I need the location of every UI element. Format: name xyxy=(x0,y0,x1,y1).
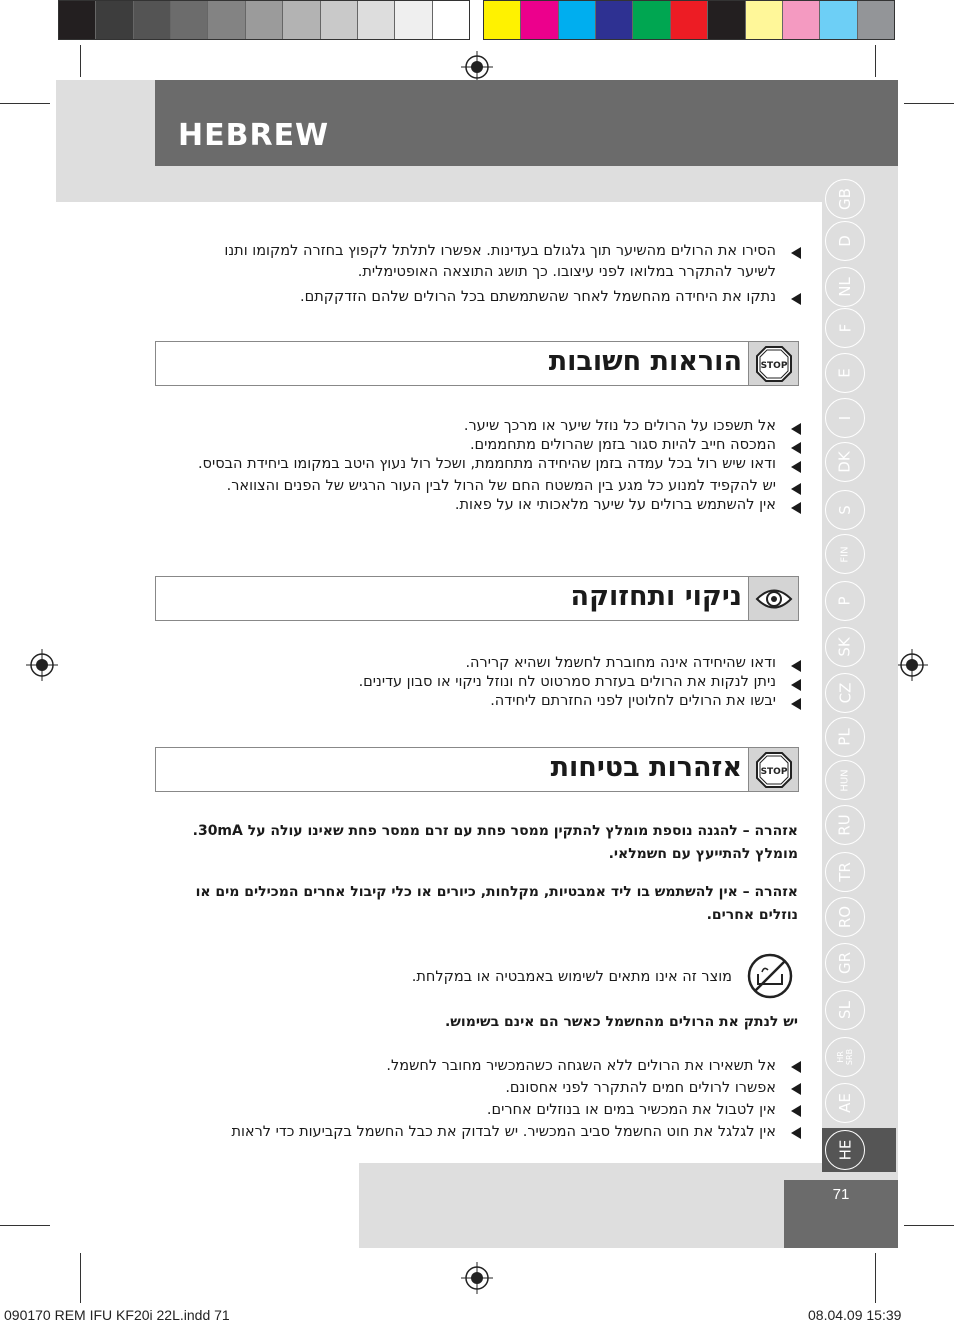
list-item: נתקו את היחידה מהחשמל לאחר שהשתמשתם בכל הרולים שלהם הזדקקתם. xyxy=(184,287,804,308)
crop-mark xyxy=(904,1225,954,1226)
language-tab-ae[interactable]: AE xyxy=(825,1083,865,1123)
stop-icon xyxy=(748,748,798,791)
color-swatch xyxy=(521,1,558,39)
language-tab-active[interactable]: HE xyxy=(822,1128,896,1172)
color-swatch xyxy=(59,1,96,39)
list-item: יבשו את הרולים לחלוטין לפני החזרתם ליחידה. xyxy=(184,692,804,711)
color-swatch xyxy=(484,1,521,39)
list-item: הסירו את הרולים מהשיער תוך גלגולם בעדינות. אפשרו לתלתל לקפוץ בחזרה למקומו ותנו לשיער להתקרר במלואו לפני עיצובו. כך תושג התוצאה האופטימלית. xyxy=(184,241,804,283)
crop-mark xyxy=(875,1253,876,1303)
color-swatch xyxy=(858,1,894,39)
list-item: ודאו שהיחידה אינה מחוברת לחשמל ושהיא קרירה. xyxy=(184,654,804,673)
language-tab-nl[interactable]: NL xyxy=(825,267,865,307)
warning-rcd: אזהרה – להגנה נוספת מומלץ להתקין ממסר פחת עם זרם ממסר פחת שאינו עולה על 30mA. מומלץ להתייעץ עם חשמלאי. xyxy=(192,823,798,862)
registration-mark-right xyxy=(896,649,928,681)
language-tab-ro[interactable]: RO xyxy=(825,897,865,937)
language-tab-gr[interactable]: GR xyxy=(825,943,865,983)
footer-file-info: 090170 REM IFU KF20i 22L.indd 71 xyxy=(4,1307,230,1323)
stop-icon xyxy=(748,342,798,385)
cleaning-list xyxy=(184,654,804,711)
registration-mark-left xyxy=(26,649,58,681)
color-swatch xyxy=(283,1,320,39)
language-tab-i[interactable]: I xyxy=(825,398,865,438)
crop-mark xyxy=(80,45,81,77)
color-swatch xyxy=(633,1,670,39)
page-number: 71 xyxy=(832,1186,850,1203)
language-tab-fin[interactable]: FIN xyxy=(825,534,865,574)
language-tab-pl[interactable]: PL xyxy=(825,717,865,757)
registration-mark-bottom xyxy=(461,1262,493,1294)
color-swatch xyxy=(358,1,395,39)
list-item: המכסה חייב להיות סגור בזמן שהרולים מתחממים. xyxy=(184,436,804,455)
color-swatch xyxy=(596,1,633,39)
language-tab-tr[interactable]: TR xyxy=(825,852,865,892)
list-item: אל תשפכו על הרולים כל נוזל שיער או מרכך שיער. xyxy=(184,417,804,436)
grayscale-color-bar xyxy=(58,0,470,40)
color-swatch xyxy=(671,1,708,39)
list-item: יש להקפיד למנוע כל מגע בין המשטח החם של הרול לבין העור הרגיש של הפנים והצוואר. xyxy=(184,477,804,496)
language-tab-sk[interactable]: SK xyxy=(825,627,865,667)
list-item: ניתן לנקות את הרולים בעזרת סמרטוט לח ונוזל ניקוי או סבון עדינים. xyxy=(184,673,804,692)
page-title: HEBREW xyxy=(178,118,330,153)
language-tab-p[interactable]: P xyxy=(825,581,865,621)
intro-list xyxy=(184,241,804,308)
color-swatch xyxy=(559,1,596,39)
crop-mark xyxy=(875,45,876,77)
crop-mark xyxy=(80,1253,81,1303)
color-swatch xyxy=(246,1,283,39)
language-tab-hr-srb[interactable]: HR SRB xyxy=(825,1037,865,1077)
section-title: אזהרות בטיחות xyxy=(550,752,742,783)
bathtub-note: מוצר זה אינו מתאים לשימוש באמבטיה או במקלחת. xyxy=(411,969,732,985)
section-important xyxy=(155,341,799,386)
language-tab-hun[interactable]: HUN xyxy=(825,760,865,800)
language-tab-f[interactable]: F xyxy=(825,308,865,348)
color-swatch xyxy=(746,1,783,39)
safety-list xyxy=(184,1055,804,1143)
color-swatch xyxy=(708,1,745,39)
section-safety xyxy=(155,747,799,792)
list-item: אין לגלגל את חוט החשמל סביב המכשיר. יש לבדוק את כבל החשמל בקביעות כדי לראות xyxy=(184,1121,804,1143)
language-tab-ru[interactable]: RU xyxy=(825,805,865,845)
language-tab-sl[interactable]: SL xyxy=(825,990,865,1030)
color-swatch xyxy=(820,1,857,39)
registration-mark-top xyxy=(461,51,493,83)
crop-mark xyxy=(0,1225,50,1226)
unplug-note: יש לנתק את הרולים מהחשמל כאשר הם אינם בשימוש. xyxy=(444,1014,798,1030)
svg-text:STOP: STOP xyxy=(760,766,787,777)
language-tab-gb[interactable]: GB xyxy=(825,179,865,219)
cmyk-color-bar xyxy=(483,0,895,40)
list-item: אין להשתמש ברולים על שיער מלאכותי או על פאות. xyxy=(184,496,804,515)
language-tab-cz[interactable]: CZ xyxy=(825,673,865,713)
color-swatch xyxy=(208,1,245,39)
list-item: אל תשאירו את הרולים ללא השגחה כשהמכשיר מחובר לחשמל. xyxy=(184,1055,804,1077)
section-cleaning xyxy=(155,576,799,621)
eye-icon xyxy=(748,577,798,620)
important-list xyxy=(184,417,804,515)
crop-mark xyxy=(904,103,954,104)
list-item: אפשרו לרולים חמים להתקרר לפני אחסונם. xyxy=(184,1077,804,1099)
color-swatch xyxy=(134,1,171,39)
warning-water: אזהרה – אין להשתמש בו ליד אמבטיות, מקלחות, כיורים או כלי קיבול אחרים המכילים מים או נוזלים אחרים. xyxy=(195,884,798,923)
language-tab-d[interactable]: D xyxy=(825,221,865,261)
color-swatch xyxy=(783,1,820,39)
section-title: ניקוי ותחזוקה xyxy=(570,581,742,612)
crop-mark xyxy=(0,103,50,104)
section-title: הוראות חשובות xyxy=(548,346,742,377)
no-bath-icon xyxy=(746,952,794,1000)
language-tab-e[interactable]: E xyxy=(825,353,865,393)
color-swatch xyxy=(395,1,432,39)
color-swatch xyxy=(171,1,208,39)
list-item: ודאו שיש רול בכל עמדה בזמן שהיחידה מתחממת, ושכל רול נעוץ היטב במקומו ביחידת הבסיס. xyxy=(184,455,804,474)
color-swatch xyxy=(433,1,469,39)
color-swatch xyxy=(321,1,358,39)
footer-date: 08.04.09 15:39 xyxy=(808,1307,902,1323)
color-swatch xyxy=(96,1,133,39)
language-tab-dk[interactable]: DK xyxy=(825,442,865,482)
language-tab-s[interactable]: S xyxy=(825,490,865,530)
svg-text:STOP: STOP xyxy=(760,360,787,371)
list-item: אין לטבול את המכשיר במים או בנוזלים אחרים. xyxy=(184,1099,804,1121)
